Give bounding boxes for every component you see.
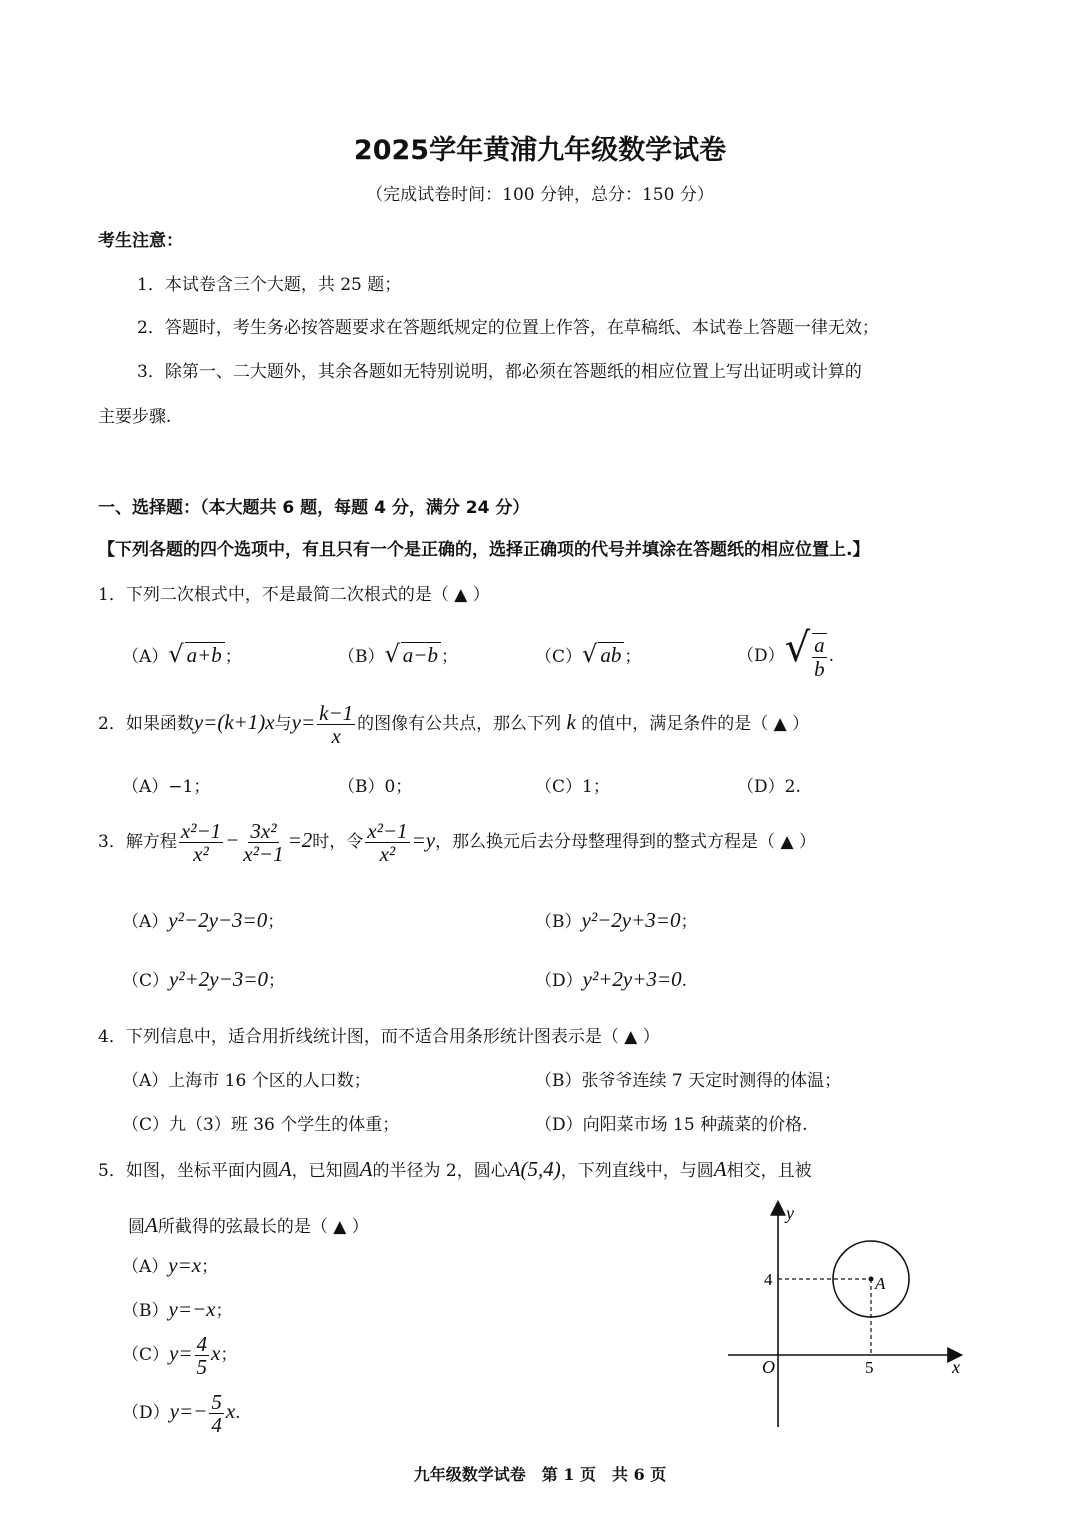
- q2-option-d: （D）2.: [737, 777, 801, 797]
- page-title: 2025学年黄浦九年级数学试卷: [353, 135, 727, 166]
- center-point: [869, 1277, 874, 1282]
- section-heading: 一、选择题：（本大题共 6 题，每题 4 分，满分 24 分）: [98, 498, 530, 518]
- notice-item-3: 3．除第一、二大题外，其余各题如无特别说明，都必须在答题纸的相应位置上写出证明或计算的: [137, 362, 862, 382]
- q1-option-a: （A）√ a+b ；: [122, 640, 242, 668]
- q4-option-a: （A）上海市 16 个区的人口数；: [122, 1071, 371, 1091]
- page-subtitle: （完成试卷时间：100 分钟，总分：150 分）: [366, 185, 714, 205]
- notice-item-2: 2．答题时，考生务必按答题要求在答题纸规定的位置上作答，在草稿纸、本试卷上答题一律无效；: [137, 318, 879, 338]
- q2-stem: 2．如果函数y=(k+1)x与y= $\frac{k-1}{x}$ 的图像有公共点，那么下列 k 的值中，满足条件的是（ ▲ ）: [98, 701, 810, 749]
- q5-coordinate-figure: [720, 1195, 970, 1435]
- q4-option-c: （C）九（3）班 36 个学生的体重；: [122, 1115, 400, 1135]
- q4-option-b: （B）张爷爷连续 7 天定时测得的体温；: [535, 1071, 842, 1091]
- q4-option-d: （D）向阳菜市场 15 种蔬菜的价格.: [535, 1115, 808, 1135]
- section-instruction: 【下列各题的四个选项中，有且只有一个是正确的，选择正确项的代号并填涂在答题纸的相应位置上.】: [98, 540, 870, 560]
- notice-item-3-cont: 主要步骤.: [98, 407, 172, 427]
- y-axis-label: y: [786, 1203, 794, 1223]
- q2-option-b: （B）0；: [338, 777, 413, 797]
- q1-option-b: （B）√ a−b ；: [338, 640, 458, 668]
- center-label: A: [875, 1274, 886, 1293]
- q3-option-d: （D）y²+2y+3=0.: [535, 967, 687, 991]
- origin-label: O: [762, 1357, 775, 1377]
- q4-stem: 4．下列信息中，适合用折线统计图，而不适合用条形统计图表示是（ ▲ ）: [98, 1027, 660, 1047]
- page-footer: 九年级数学试卷 第 1 页 共 6 页: [413, 1465, 667, 1484]
- q5-option-d: （D）y=− $\frac{5}{4}$ x.: [122, 1390, 241, 1438]
- q1-option-c: （C）√ ab ；: [535, 640, 642, 668]
- y-tick-label: 4: [764, 1270, 773, 1289]
- q2-option-c: （C）1；: [535, 777, 610, 797]
- q5-stem-line2: 圆A所截得的弦最长的是（ ▲ ）: [128, 1213, 369, 1237]
- q5-option-c: （C）y= $\frac{4}{5}$ x；: [122, 1332, 238, 1380]
- q3-option-a: （A）y²−2y−3=0；: [122, 908, 285, 932]
- q1-option-d: （D）√ $\frac{a}{b}$ .: [737, 625, 835, 681]
- notice-heading: 考生注意：: [98, 231, 183, 251]
- q3-option-b: （B）y²−2y+3=0；: [535, 908, 698, 932]
- q1-stem: 1．下列二次根式中，不是最简二次根式的是（ ▲ ）: [98, 585, 490, 605]
- q3-option-c: （C）y²+2y−3=0；: [122, 967, 285, 991]
- notice-item-1: 1．本试卷含三个大题，共 25 题；: [137, 275, 402, 295]
- x-tick-label: 5: [865, 1358, 874, 1377]
- q5-option-b: （B）y=−x；: [122, 1297, 233, 1321]
- q5-option-a: （A）y=x；: [122, 1253, 219, 1277]
- q3-stem: 3．解方程 $\frac{\text{x²−1}}{\text{x²}}$ − $\frac{\text{3x²}}{\text{x²−1}}$ =2时，令 $\frac{\text{x²−1}}{\text{x²}}$ =y，那么换元后去分母整理得到的整式方程是（ ▲ ）: [98, 819, 816, 867]
- q5-stem-line1: 5．如图，坐标平面内圆A，已知圆A的半径为 2，圆心A(5,4)，下列直线中，与圆A相交，且被: [98, 1157, 812, 1181]
- x-axis-label: x: [952, 1357, 960, 1377]
- q2-option-a: （A）−1；: [122, 777, 211, 797]
